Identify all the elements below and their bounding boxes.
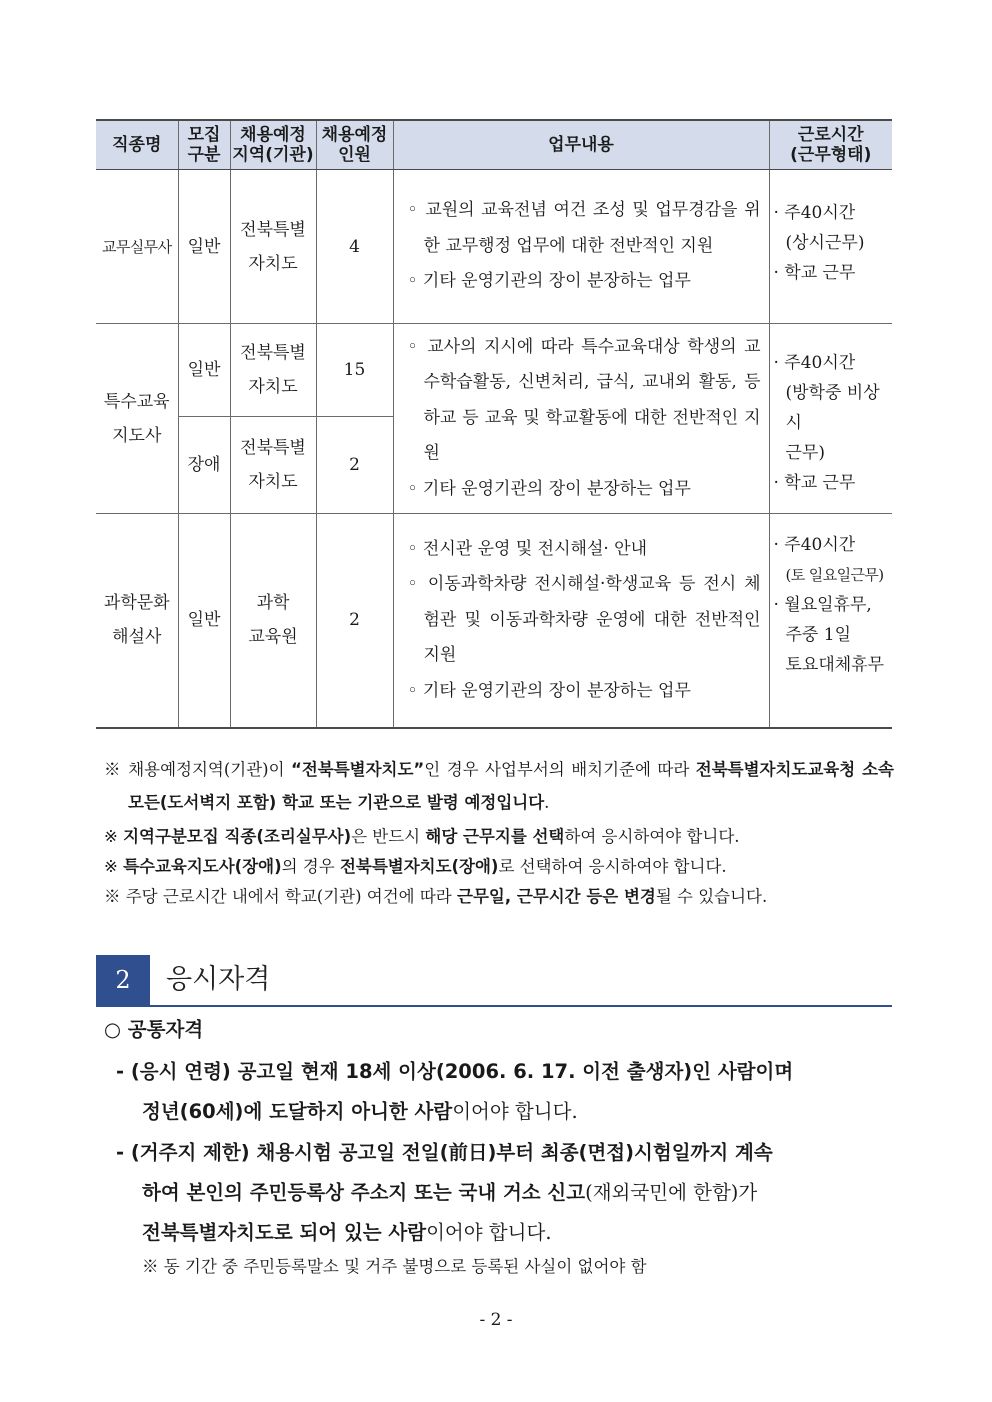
plain-text: (재외국민에 한함)가 bbox=[585, 1181, 758, 1204]
region-cell bbox=[230, 170, 316, 324]
emphasis-text: - (거주지 제한) 채용시험 공고일 전일(前日)부터 최종(면접)시험일까지 계속 bbox=[116, 1141, 773, 1164]
section-underline bbox=[96, 1005, 892, 1007]
emphasis-text: 전북특별자치도로 되어 있는 사람 bbox=[142, 1221, 427, 1244]
duty-item: ◦ 교원의 교육전념 여건 조성 및 업무경감을 위한 교무행정 업무에 대한 전반적인 지원 bbox=[407, 200, 761, 256]
duties-cell bbox=[393, 514, 769, 728]
hours-item: · 월요일휴무, bbox=[773, 595, 872, 615]
region-cell bbox=[230, 324, 316, 417]
cell-text-line: 해설사 bbox=[112, 627, 162, 648]
cell-text-line: 지도사 bbox=[112, 425, 162, 446]
hours-item: 주중 1일 bbox=[785, 625, 851, 645]
plain-text: 이어야 합니다. bbox=[426, 1221, 552, 1244]
emphasis-text: “전북특별자치도” bbox=[291, 760, 425, 779]
header-recruit-type bbox=[178, 120, 230, 170]
headcount-cell: 2 bbox=[316, 514, 393, 728]
job-name-cell bbox=[96, 170, 178, 324]
note-line bbox=[104, 882, 894, 912]
duties-cell bbox=[393, 324, 769, 514]
hours-item: · 주40시간 bbox=[773, 203, 856, 223]
note-line bbox=[104, 753, 894, 819]
duties-cell bbox=[393, 170, 769, 324]
note-line bbox=[104, 822, 894, 852]
qualification-line bbox=[116, 1092, 896, 1132]
cell-text-line: 교무실무사 bbox=[102, 237, 172, 256]
hours-cell bbox=[769, 170, 892, 324]
table-row bbox=[96, 514, 892, 728]
recruit-type-cell: 장애 bbox=[178, 417, 230, 514]
plain-text: 이어야 합니다. bbox=[452, 1100, 578, 1123]
hours-item: · 주40시간 bbox=[773, 535, 856, 555]
hours-item: (방학중 비상시 bbox=[785, 383, 880, 433]
headcount-cell: 4 bbox=[316, 170, 393, 324]
cell-text-line: 채용예정 bbox=[240, 125, 306, 145]
emphasis-text: 하여 본인의 주민등록상 주소지 또는 국내 거소 신고 bbox=[142, 1181, 586, 1204]
qualification-item bbox=[116, 1133, 896, 1253]
cell-text-line: 자치도 bbox=[248, 253, 298, 274]
emphasis-text: 특수교육지도사(장애) bbox=[123, 857, 282, 876]
plain-text: 될 수 있습니다. bbox=[655, 887, 768, 906]
hours-item: (토 일요일근무) bbox=[785, 566, 884, 584]
header-duties bbox=[393, 120, 769, 170]
header-job-name bbox=[96, 120, 178, 170]
note-line bbox=[104, 852, 894, 882]
header-region bbox=[230, 120, 316, 170]
cell-text-line: 특수교육 bbox=[103, 391, 170, 412]
plain-text: 은 반드시 bbox=[351, 827, 426, 846]
hours-item: 근무) bbox=[785, 443, 825, 463]
qualification-line bbox=[116, 1052, 896, 1092]
header-headcount bbox=[316, 120, 393, 170]
plain-text: ※ bbox=[104, 857, 124, 876]
header-work-hours bbox=[769, 120, 892, 170]
emphasis-text: 해당 근무지를 선택 bbox=[425, 827, 565, 846]
cell-text-line: 교육원 bbox=[248, 627, 298, 648]
table-row bbox=[96, 324, 892, 417]
region-cell bbox=[230, 417, 316, 514]
qualification-footnote: ※ 동 기간 중 주민등록말소 및 거주 불명으로 등록된 사실이 없어야 함 bbox=[142, 1257, 647, 1276]
plain-text: ※ 채용예정지역(기관)이 bbox=[104, 760, 292, 779]
plain-text: 하여 응시하여야 합니다. bbox=[564, 827, 740, 846]
hours-item: · 학교 근무 bbox=[773, 473, 856, 493]
plain-text: 인 경우 사업부서의 배치기준에 따라 bbox=[424, 760, 696, 779]
qualification-line bbox=[116, 1133, 896, 1173]
qualification-line bbox=[116, 1213, 896, 1253]
region-cell bbox=[230, 514, 316, 728]
headcount-cell: 15 bbox=[316, 324, 393, 417]
emphasis-text: 전북특별자치도(장애) bbox=[339, 857, 499, 876]
page-number: - 2 - bbox=[479, 1310, 513, 1330]
duty-item: ◦ 기타 운영기관의 장이 분장하는 업무 bbox=[407, 680, 691, 701]
cell-text-line: 모집 bbox=[187, 125, 221, 145]
emphasis-text: 정년(60세)에 도달하지 아니한 사람 bbox=[142, 1100, 453, 1123]
cell-text-line: 인원 bbox=[338, 145, 371, 165]
plain-text: 의 경우 bbox=[281, 857, 340, 876]
plain-text: 로 선택하여 응시하여야 합니다. bbox=[498, 857, 727, 876]
headcount-cell: 2 bbox=[316, 417, 393, 514]
plain-text: ※ 주당 근로시간 내에서 학교(기관) 여건에 따라 bbox=[104, 887, 457, 906]
emphasis-text: - (응시 연령) 공고일 현재 18세 이상(2006. 6. 17. 이전 출생자)인 사람이며 bbox=[116, 1060, 794, 1083]
cell-text-line: 자치도 bbox=[248, 377, 298, 397]
cell-text-line: 직종명 bbox=[112, 135, 162, 155]
hours-item: (상시근무) bbox=[785, 233, 865, 253]
cell-text-line: 구분 bbox=[187, 145, 221, 165]
section-heading bbox=[96, 955, 892, 1007]
hours-item: 토요대체휴무 bbox=[785, 655, 885, 675]
cell-text-line: 전북특별 bbox=[240, 438, 306, 458]
cell-text-line: 업무내용 bbox=[548, 135, 614, 155]
duty-item: ◦ 기타 운영기관의 장이 분장하는 업무 bbox=[407, 478, 691, 499]
cell-text-line: 채용예정 bbox=[321, 125, 388, 145]
recruit-type-cell: 일반 bbox=[178, 170, 230, 324]
section-title: 응시자격 bbox=[166, 964, 271, 995]
hours-item: · 학교 근무 bbox=[773, 263, 856, 283]
cell-text-line: 근로시간 bbox=[797, 125, 864, 145]
duty-item: ◦ 전시관 운영 및 전시해설· 안내 bbox=[407, 538, 648, 559]
job-name-cell bbox=[96, 514, 178, 728]
hours-cell bbox=[769, 324, 892, 514]
recruitment-table bbox=[96, 119, 892, 729]
qualification-line bbox=[116, 1173, 896, 1213]
cell-text-line: (근무형태) bbox=[790, 145, 872, 165]
recruit-type-cell: 일반 bbox=[178, 514, 230, 728]
qualification-item bbox=[116, 1052, 896, 1132]
cell-text-line: 과학문화 bbox=[103, 593, 170, 614]
emphasis-text: 전북특별자치도교육청 소속 모든(도서벽지 포함) 학교 또는 기관으로 발령 예정입니다 bbox=[128, 760, 894, 812]
plain-text: ※ bbox=[104, 827, 124, 846]
cell-text-line: 지역(기관) bbox=[232, 145, 314, 165]
cell-text-line: 자치도 bbox=[248, 472, 298, 492]
cell-text-line: 과학 bbox=[256, 593, 290, 614]
table-header-row bbox=[96, 120, 892, 170]
recruit-type-cell: 일반 bbox=[178, 324, 230, 417]
duty-item: ◦ 이동과학차량 전시해설·학생교육 등 전시 체험관 및 이동과학차량 운영에 대한 전반적인 지원 bbox=[407, 574, 761, 665]
emphasis-text: 지역구분모집 직종(조리실무사) bbox=[123, 827, 352, 846]
duty-item: ◦ 기타 운영기관의 장이 분장하는 업무 bbox=[407, 271, 691, 292]
plain-text: . bbox=[544, 793, 550, 812]
cell-text-line: 전북특별 bbox=[240, 343, 306, 363]
hours-item: · 주40시간 bbox=[773, 353, 856, 373]
duty-item: ◦ 교사의 지시에 따라 특수교육대상 학생의 교수학습활동, 신변처리, 급식, 교내외 활동, 등하교 등 교육 및 학교활동에 대한 전반적인 지원 bbox=[407, 336, 761, 464]
section-number: 2 bbox=[96, 955, 150, 1005]
hours-cell bbox=[769, 514, 892, 728]
cell-text-line: 전북특별 bbox=[240, 219, 306, 240]
common-qualification-heading: ○ 공통자격 bbox=[104, 1018, 204, 1041]
job-name-cell bbox=[96, 324, 178, 514]
table-row bbox=[96, 170, 892, 324]
emphasis-text: 근무일, 근무시간 등은 변경 bbox=[457, 887, 656, 906]
